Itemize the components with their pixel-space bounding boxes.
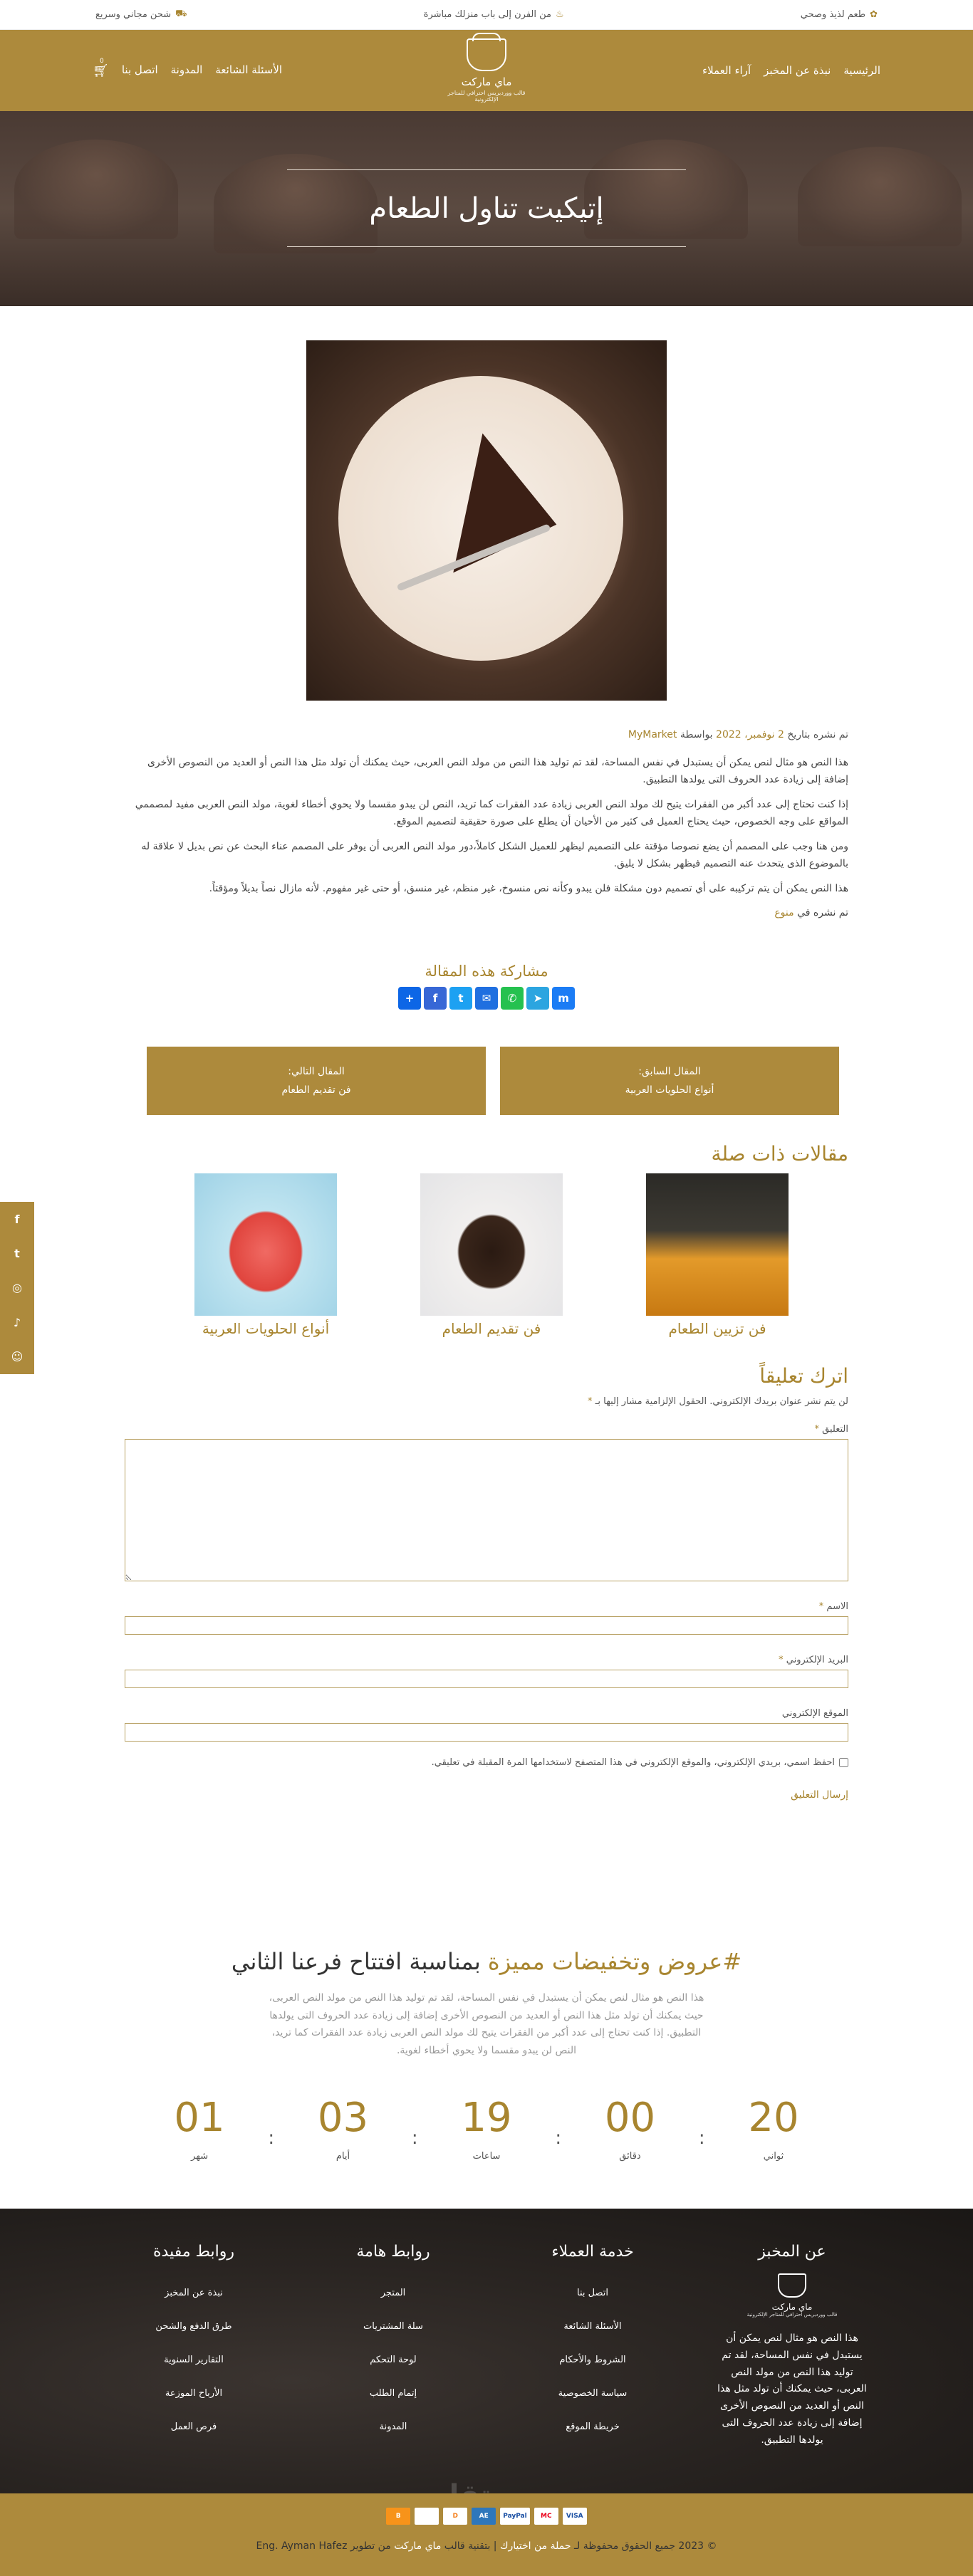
site-logo[interactable]: ماي ماركت قالب ووردبريس احترافي للمتاجر الإلكترونية [437,38,536,103]
article-paragraph: إذا كنت تحتاج إلى عدد أكبر من الفقرات يتيح لك مولد النص العربى زيادة عدد الفقرات كما تريد، النص لن يبدو مقسما ولا يحوي أخطاء لغوية، مولد النص العربى مفيد لمصممي المواقع على وجه الخصوص، حيث يحتاج العميل فى كثير من الأحيان أن يطلع على صورة حقيقية لتصميم الموقع. [135,798,848,827]
nav-contact[interactable]: اتصل بنا [121,63,158,76]
post-meta: تم نشره بتاريخ 2 نوفمبر، 2022 بواسطة MyMarket [628,729,848,740]
telegram-icon[interactable]: ➤ [526,987,549,1010]
hero-muffin-decoration [214,154,378,253]
footer-customer-service: خدمة العملاء اتصل بنا الأسئلة الشائعة الشروط والأحكام سياسة الخصوصية خريطة الموقع [551,2243,634,2432]
flame-icon: ♨ [555,9,564,20]
cart-button[interactable] [93,57,109,78]
related-post-image [420,1173,563,1316]
post-category: تم نشره في منوع [774,907,848,918]
name-input[interactable] [125,1616,848,1635]
footer-link[interactable]: المتجر [380,2288,406,2298]
nav-reviews[interactable]: آراء العملاء [702,64,751,77]
top-bar [0,0,973,30]
theme-link[interactable]: ماي ماركت [394,2540,442,2552]
countdown-minutes: 00 دقائق [604,2095,656,2162]
share-title: مشاركة هذه المقالة [425,963,548,980]
amex-icon: AE [472,2508,496,2525]
topbar-item-shipping: ⛟ شحن مجاني وسريع [95,9,187,20]
previous-post-button[interactable]: المقال السابق: أنواع الحلويات العربية [500,1047,839,1115]
page-hero [0,111,973,306]
campaign-link[interactable]: حملة من اختيارك [499,2540,571,2552]
comment-note: لن يتم نشر عنوان بريدك الإلكتروني. الحقول الإلزامية مشار إليها بـ * [587,1396,848,1407]
facebook-icon[interactable]: f [14,1212,20,1226]
footer-link[interactable]: نبذة عن المخبز [165,2288,223,2298]
footer-link[interactable]: اتصل بنا [577,2288,608,2298]
footer-link[interactable]: طرق الدفع والشحن [155,2321,232,2332]
related-post-card[interactable]: أنواع الحلويات العربية [180,1173,351,1337]
nav-blog[interactable]: المدونة [170,63,203,76]
footer-logo-icon [778,2273,806,2298]
snapchat-icon[interactable]: ☺ [11,1350,24,1364]
paypal-icon: PayPal [500,2508,530,2525]
hero-divider [287,246,686,247]
developer-link[interactable]: Eng. Ayman Hafez [256,2540,348,2552]
footer-link[interactable]: الشروط والأحكام [559,2355,626,2365]
post-navigation [147,1047,839,1115]
footer-link[interactable]: لوحة التحكم [370,2355,417,2365]
social-sidebar [0,1202,34,1374]
name-label: الاسم * [818,1601,848,1612]
twitter-icon[interactable]: t [449,987,472,1010]
leaf-icon: ✿ [870,9,878,20]
article-body [125,726,848,922]
comment-label: التعليق * [814,1424,848,1435]
related-post-image [194,1173,337,1316]
article-paragraph: هذا النص هو مثال لنص يمكن أن يستبدل في نفس المساحة، لقد تم توليد هذا النص من مولد النص العربى، حيث يمكنك أن تولد مثل هذا النص أو العديد من النصوص الأخرى إضافة إلى زيادة عدد الحروف التى يولدها التطبيق. [147,756,848,785]
footer-useful-links: روابط مفيدة نبذة عن المخبز طرق الدفع والشحن التقارير السنوية الأرباح الموزعة فرص العمل [153,2243,234,2432]
submit-comment-button[interactable]: إرسال التعليق [791,1789,848,1801]
article-paragraph: هذا النص يمكن أن يتم تركيبه على أي تصميم دون مشكلة فلن يبدو وكأنه نص منسوخ، غير منظم، غير منسق، أو حتى غير مفهوم. لأنه مازال نصاً بديلاً ومؤقتاً. [209,882,848,894]
mastercard-icon: MC [534,2508,558,2525]
footer-link[interactable]: سياسة الخصوصية [558,2388,628,2399]
site-header [0,30,973,111]
countdown-days: 03 أيام [317,2095,369,2162]
footer-about: عن المخبز ماي ماركت قالب ووردبريس احترافي للمتاجر الإلكترونية هذا النص هو مثال لنص يمكن أن يستبدل في نفس المساحة، لقد تم توليد هذا النص من مولد النص العربى، حيث يمكنك أن تولد مثل هذا النص أو العديد من النصوص الأخرى إضافة إلى زيادة عدد الحروف التى يولدها التطبيق. [717,2243,867,2446]
email-icon[interactable]: ✉ [475,987,498,1010]
related-posts [180,1173,803,1337]
remember-me: احفظ اسمي، بريدي الإلكتروني، والموقع الإلكتروني في هذا المتصفح لاستخدامها المرة المقبلة في تعليقي. [125,1757,848,1768]
offer-section [0,1948,973,2059]
messenger-icon[interactable]: m [552,987,575,1010]
countdown-hours: 19 ساعات [461,2095,512,2162]
post-author-link[interactable]: MyMarket [628,729,677,740]
related-posts-title: مقالات ذات صلة [711,1142,848,1166]
remember-checkbox[interactable] [839,1758,848,1767]
facebook-icon[interactable]: f [424,987,447,1010]
topbar-item-taste: ✿ طعم لذيذ وصحي [800,9,878,20]
tiktok-icon[interactable]: ♪ [13,1315,21,1329]
visa-icon: VISA [563,2508,587,2525]
featured-image [306,340,667,701]
main-nav-left [93,57,283,78]
footer-link[interactable]: خريطة الموقع [566,2421,620,2432]
share-buttons [0,987,973,1010]
countdown-timer: 20 ثواني : 00 دقائق : 19 ساعات : 03 أيام : 01 شهر [142,2095,831,2162]
related-post-card[interactable]: فن تقديم الطعام [406,1173,577,1337]
footer-link[interactable]: الأرباح الموزعة [165,2388,223,2399]
topbar-item-oven: ♨ من الفرن إلى باب منزلك مباشرة [423,9,564,20]
hero-muffin-decoration [798,147,962,246]
related-post-card[interactable]: فن تزيين الطعام [632,1173,803,1337]
hero-muffin-decoration [584,140,748,239]
twitter-icon[interactable]: t [14,1247,20,1261]
offer-description: هذا النص هو مثال لنص يمكن أن يستبدل في نفس المساحة، لقد تم توليد هذا النص من مولد النص العربى، حيث يمكنك أن تولد مثل هذا النص أو العديد من النصوص الأخرى إضافة إلى زيادة عدد الحروف التى يولدها التطبيق. إذا كنت تحتاج إلى عدد أكبر من الفقرات يتيح لك مولد النص العربى زيادة عدد الفقرات كما تريد، النص لن يبدو مقسما ولا يحوي أخطاء لغوية. [269,1992,704,2056]
website-label: الموقع الإلكتروني [781,1708,848,1719]
footer-link[interactable]: سلة المشتريات [363,2321,423,2332]
post-date-link[interactable]: 2 نوفمبر، 2022 [716,729,784,740]
main-nav-right [702,64,880,77]
copyright: © 2023 جميع الحقوق محفوظة لـ حملة من اختيارك | بتقنية قالب ماي ماركت من تطوير Eng. Ayman Hafez [256,2540,717,2552]
email-input[interactable] [125,1670,848,1688]
website-input[interactable] [125,1723,848,1742]
countdown-seconds: 20 ثواني [748,2095,799,2162]
article-paragraph: ومن هنا وجب على المصمم أن يضع نصوصا مؤقتة على التصميم ليظهر للعميل الشكل كاملاً،دور مولد النص العربى أن يوفر على المصمم عناء البحث عن نص بديل لا علاقة له بالموضوع الذى يتحدث عنه التصميم فيظهر بشكل لا يليق. [141,840,848,869]
share-plus-icon[interactable]: + [398,987,421,1010]
page-title: إتيكيت تناول الطعام [369,192,604,225]
apple-pay-icon [415,2508,439,2525]
share-section [0,963,973,1010]
cart-icon: 🛒︎ [93,63,109,78]
payment-methods [0,2508,973,2525]
hero-muffin-decoration [14,140,178,239]
truck-icon: ⛟ [175,9,187,19]
instagram-icon[interactable]: ◎ [12,1281,22,1295]
comment-form [125,1364,848,1801]
countdown-months: 01 شهر [174,2095,225,2162]
category-link[interactable]: منوع [774,907,794,918]
nav-home[interactable]: الرئيسية [843,64,880,77]
footer-link[interactable]: إتمام الطلب [369,2388,417,2399]
nav-about[interactable]: نبذة عن المخبز [764,64,831,77]
related-post-image [646,1173,789,1316]
nav-faq[interactable]: الأسئلة الشائعة [215,63,283,76]
footer-link[interactable]: المدونة [379,2421,407,2432]
footer-important-links: روابط هامة المتجر سلة المشتريات لوحة التحكم إتمام الطلب المدونة [356,2243,430,2432]
next-post-button[interactable]: المقال التالي: فن تقديم الطعام [147,1047,486,1115]
basket-logo-icon [467,38,506,71]
footer-link[interactable]: التقارير السنوية [164,2355,224,2365]
comment-title: اترك تعليقاً [759,1364,848,1388]
site-footer [0,2209,973,2493]
discover-icon: D [443,2508,467,2525]
bottom-bar [0,2493,973,2576]
comment-textarea[interactable] [125,1439,848,1581]
email-label: البريد الإلكتروني * [779,1655,848,1665]
whatsapp-icon[interactable]: ✆ [501,987,524,1010]
cart-count: 0 [100,57,104,65]
footer-link[interactable]: الأسئلة الشائعة [563,2321,622,2332]
hero-divider [287,169,686,170]
offer-title: #عروض وتخفيضات مميزة بمناسبة افتتاح فرعنا الثاني [231,1948,742,1975]
bitcoin-icon: B [386,2508,410,2525]
footer-link[interactable]: فرص العمل [170,2421,217,2432]
